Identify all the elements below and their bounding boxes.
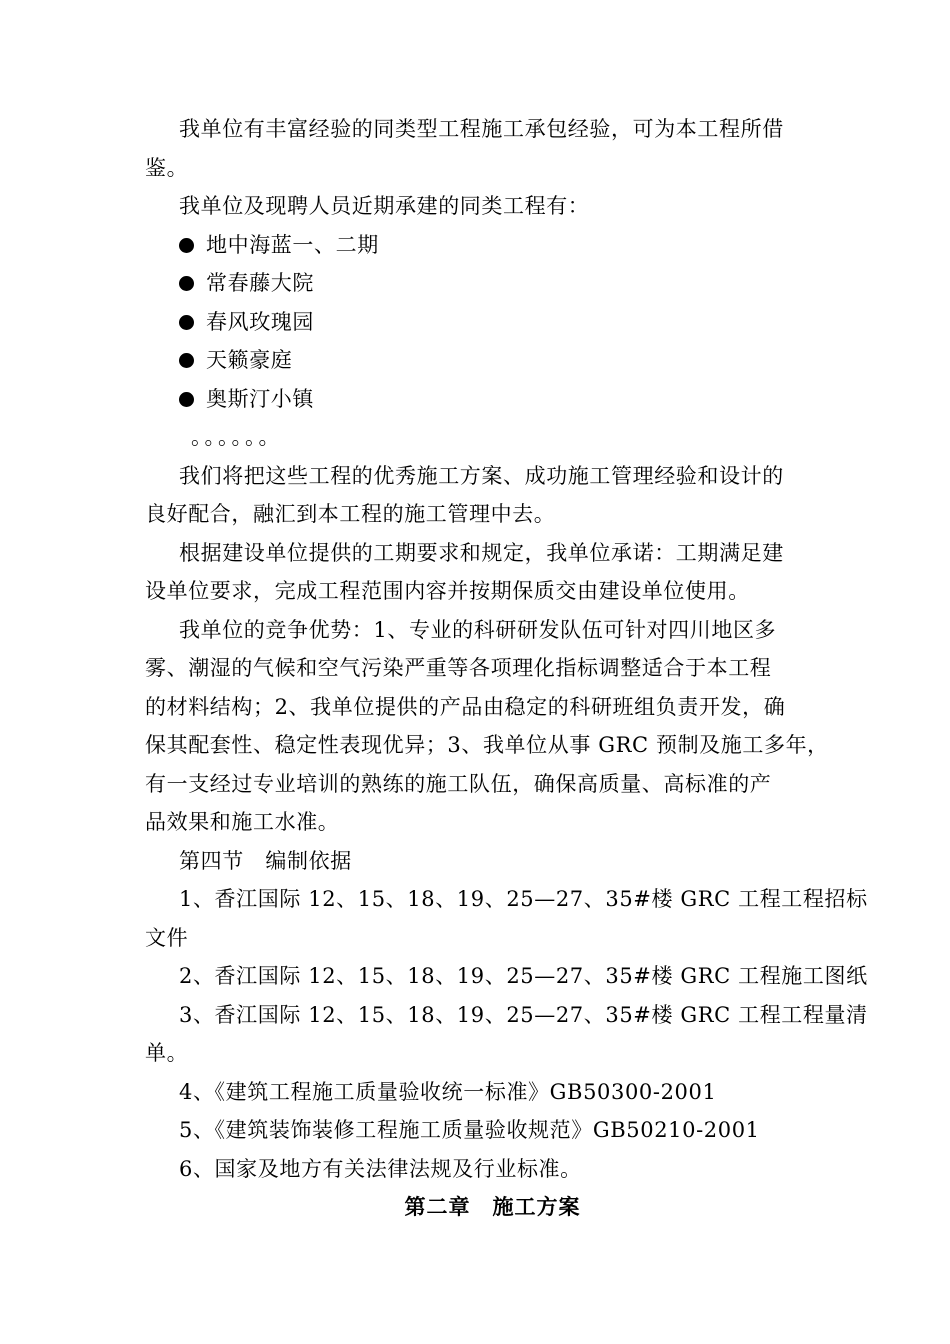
document-page [145,110,868,1227]
project-name: 天籁豪庭 [206,348,293,372]
paragraph-line: 的材料结构；2、我单位提供的产品由稳定的科研班组负责开发，确 [145,694,786,719]
project-list-item [145,264,810,303]
project-name: 春风玫瑰园 [206,309,314,334]
reference-item: 4、《建筑工程施工质量验收统一标准》GB50300-2001 [179,1079,717,1104]
paragraph-line: 我单位有丰富经验的同类型工程施工承包经验，可为本工程所借 [179,117,784,141]
bullet-icon [179,276,194,291]
reference-item: 1、香江国际 12、15、18、19、25—27、35#楼 GRC 工程工程招标 [179,887,868,911]
reference-item-continuation: 文件 [145,925,189,950]
paragraph-line: 良好配合，融汇到本工程的施工管理中去。 [145,502,556,526]
paragraph-line: 鉴。 [145,155,189,180]
project-name: 奥斯汀小镇 [206,386,314,411]
paragraph-line: 我单位的竞争优势：1、专业的科研研发队伍可针对四川地区多 [179,617,777,642]
paragraph-line: 设单位要求，完成工程范围内容并按期保质交由建设单位使用。 [145,579,750,603]
paragraph-line: 我单位及现聘人员近期承建的同类工程有： [179,194,590,218]
reference-item: 2、香江国际 12、15、18、19、25—27、35#楼 GRC 工程施工图纸 [179,964,868,988]
reference-item: 6、国家及地方有关法律法规及行业标准。 [179,1156,582,1181]
reference-item: 3、香江国际 12、15、18、19、25—27、35#楼 GRC 工程工程量清 [179,1002,868,1027]
reference-item: 5、《建筑装饰装修工程施工质量验收规范》GB50210-2001 [179,1118,760,1142]
project-name: 地中海蓝一、二期 [206,232,379,257]
paragraph-line: 雾、潮湿的气候和空气污染严重等各项理化指标调整适合于本工程 [145,656,772,680]
chapter-heading: 第二章 施工方案 [404,1195,581,1219]
project-list-item [145,380,810,419]
paragraph-line: 保其配套性、稳定性表现优异；3、我单位从事 GRC 预制及施工多年， [145,733,829,757]
paragraph-line: 品效果和施工水准。 [145,810,340,834]
project-list-item [145,303,810,342]
paragraph-line: 有一支经过专业培训的熟练的施工队伍，确保高质量、高标准的产 [145,771,772,796]
project-list-item [145,341,810,380]
ellipsis-line: 。。。。。。 [191,425,283,449]
bullet-icon [179,238,194,253]
bullet-icon [179,392,194,407]
bullet-icon [179,353,194,368]
reference-item-continuation: 单。 [145,1041,189,1065]
paragraph-line: 根据建设单位提供的工期要求和规定，我单位承诺：工期满足建 [179,540,784,565]
section-heading: 第四节 编制依据 [179,848,352,873]
project-list-item [145,226,810,265]
paragraph-line: 我们将把这些工程的优秀施工方案、成功施工管理经验和设计的 [179,463,784,488]
project-name: 常春藤大院 [206,271,314,295]
bullet-icon [179,315,194,330]
